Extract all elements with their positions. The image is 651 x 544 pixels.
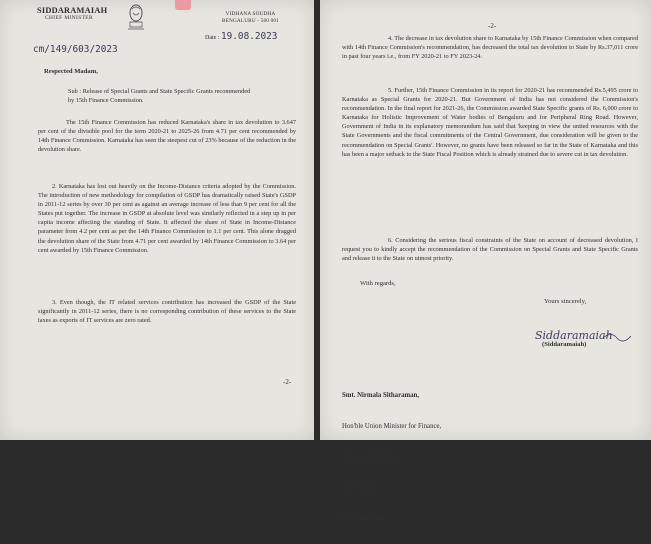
letter-page-2 [320,0,651,522]
date-value: 19.08.2023 [221,31,278,42]
date-label: Date : [205,35,220,41]
paragraph-4: 4. The decrease in tax devolution share to Karnataka by 15th Finance Commission when compared with 14th Finance Commission's recommendation, has decreased the total tax devolution to State by Rs.37,011 crore in past four years i.e., from FY 2020-21 to FY 2023-24. [342,35,638,61]
recipient-ministry: Ministry of Finance, [342,453,398,461]
recipient-name: Smt. Nirmala Sitharaman, [342,392,420,400]
paragraph-5: 5. Further, 15th Finance Commission in its report for 2020-21 has recommended Rs.5,495 crore to Karnataka as Special Grants for 2020-21. But Government of India has not considered the Commission's recommendation. In the final report for 2021-26, the Commission awarded State Specific grants of Rs. 6,000 crore to Karnataka for Holistic Improvement of Water bodies of Bengaluru and for Peripheral Ring Road. However, Government of India in its explanatory memorandum has said that 'keeping in view the united resources with the State Governments and the fiscal commitments of the Central Government, due consideration will be given to the recommendation on Special Grants'. However, no grants have been released so far in the State of Karnataka and this has been a major setback to the State Fiscal Position which is already strained due to severe cut in tax devolution. [342,87,638,158]
reference-number: cm/149/603/2023 [33,44,118,55]
subject-line: Sub : Release of Special Grants and State Specific Grants recommended by 15th Finance Commission. [68,88,251,104]
state-emblem-icon [124,3,148,31]
sender-name: SIDDARAMAIAH [37,6,108,15]
office-address [222,11,279,24]
recipient-city: NEW DELHI. [342,514,384,522]
sender-title: CHIEF MINISTER [45,15,93,21]
recipient-block [342,371,441,544]
recipient-title: Hon'ble Union Minister for Finance, [342,423,442,431]
paragraph-2: 2. Karnataka has lost out heavily on the Income-Distance criteria adopted by the Commission. The introduction of new methodology for compilation of GSDP has dramatically raised State's GSDP in 2011-12 series by over 30 per cent as against an average increase of less than 9 per cent for all the States put together. The increase in GSDP at absolute level was similarly reflected in a step up in per capita income affecting the standing of State. It affected the share of State in Income-Distance parameter from 4.2 per cent as per the 14th Finance Commission to 1.1 per cent. This alone dragged the devolution share of the State from 4.71 per cent awarded by 14th Finance Commission to 3.64 per cent awarded by 15th Finance Commission. [38,183,296,254]
paragraph-3: 3. Even though, the IT related services contribution has increased the GSDP of the State significantly in 2011-12 series, there is no corresponding contribution of these services to the State taxes as exports of IT services are zero rated. [38,299,296,325]
page-footer: -2- [283,378,292,386]
paragraph-1: The 15th Finance Commission has reduced Karnataka's share in tax devolution to 3.647 per cent of the divisible pool for the term 2020-21 to 2025-26 from 4.71 per cent recommended by 14th Finance Commission. Karnataka has seen the steepest cut of 23% because of the reduction in the devolution share. [38,119,296,154]
address-line-2: BENGALURU - 560 001 [222,17,279,24]
salutation: Respected Madam, [44,68,98,75]
page-2-header: -2- [488,22,497,30]
letter-page-1 [0,0,314,440]
paragraph-6: 6. Considering the serious fiscal constraints of the State on account of decreased devolution, I request you to kindly accept the recommendation of the Commission on Special Grants and State Specific Grants and release it to the State on utmost priority. [342,237,638,263]
address-line-1: VIDHANA SOUDHA [225,11,276,17]
closing: With regards, [360,280,396,287]
sign-off: Yours sincerely, [544,298,587,305]
signatory-name: (Siddaramaiah) [542,341,587,348]
recipient-block-address: North Block, [342,484,378,492]
signature-script: Siddaramaiah [535,329,613,342]
paper-clip [175,0,191,10]
